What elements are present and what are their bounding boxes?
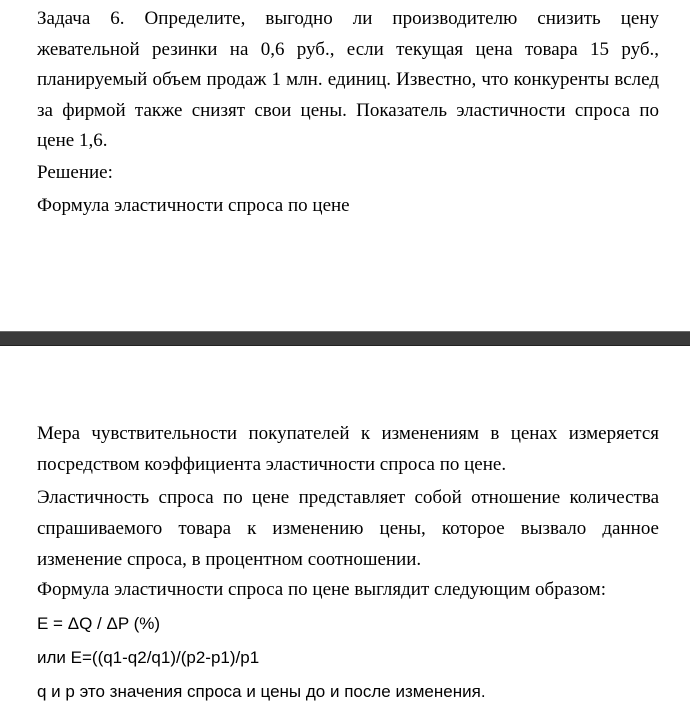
paragraph-formula-intro: Формула эластичности спроса по цене выглядит следующим образом: (37, 579, 606, 600)
formula-title: Формула эластичности спроса по цене (37, 195, 350, 216)
solution-label: Решение: (37, 162, 113, 183)
formula-elasticity: E = ΔQ / ΔP (%) (37, 614, 161, 633)
task-statement: Задача 6. Определите, выгодно ли производителю снизить цену жевательной резинки на 0,6 руб., если текущая цена товара 15 руб., планируемый объем продаж 1 млн. единиц. Известно, что конкуренты вслед за фирмой также снизят свои цены. Показатель эластичности спроса по цене 1,6. (37, 8, 659, 151)
paragraph-sensitivity: Мера чувствительности покупателей к изменениям в ценах измеряется посредством коэффициента эластичности спроса по цене. (37, 423, 659, 475)
formula-elasticity-expanded: или E=((q1-q2/q1)/(p2-p1)/p1 (37, 648, 260, 667)
paragraph-elasticity-definition: Эластичность спроса по цене представляет собой отношение количества спрашиваемого товара к изменению цены, которое вызвало данное изменение спроса, в процентном соотношении. (37, 487, 659, 570)
document-page-bottom (0, 346, 690, 710)
document-page-top (0, 0, 690, 331)
page-divider (0, 331, 690, 346)
formula-variables-note: q и p это значения спроса и цены до и после изменения. (37, 682, 486, 701)
